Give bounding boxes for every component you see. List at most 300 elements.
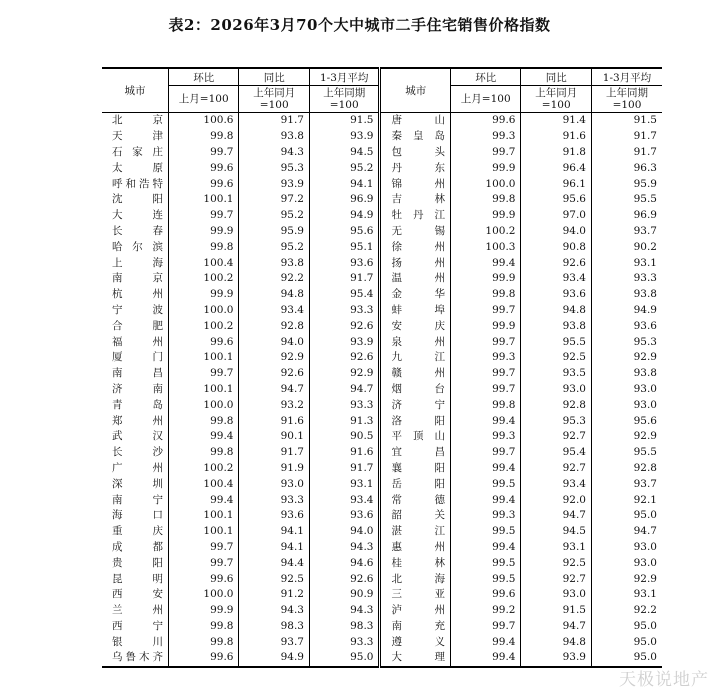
cell-yoy-right: 92.7 — [521, 461, 592, 477]
cell-mom-right: 99.5 — [450, 571, 521, 587]
cell-mom-right: 99.4 — [450, 461, 521, 477]
cell-city-left: 南宁 — [112, 493, 163, 506]
cell-yoy-left: 92.6 — [239, 366, 310, 382]
cell-mom-left: 99.9 — [168, 287, 239, 303]
header-base-avg-line1: 上年同期 — [605, 87, 648, 99]
cell-mom-left: 99.6 — [168, 160, 239, 176]
cell-yoy-right: 95.3 — [521, 413, 592, 429]
cell-yoy-right: 93.1 — [521, 540, 592, 556]
cell-avg-left: 94.3 — [309, 540, 380, 556]
cell-city-right: 岳阳 — [380, 476, 451, 492]
cell-city-left: 西宁 — [112, 619, 163, 632]
cell-avg-left: 93.9 — [309, 129, 380, 145]
cell-avg-left: 93.4 — [309, 492, 380, 508]
cell-city-left: 乌鲁木齐 — [102, 650, 168, 667]
cell-city-left: 西安 — [112, 588, 163, 601]
cell-city-left: 郑州 — [112, 414, 163, 427]
cell-avg-right: 93.1 — [591, 255, 662, 271]
cell-avg-left: 93.9 — [309, 334, 380, 350]
cell-city-right: 秦皇岛 — [380, 129, 451, 145]
cell-avg-right: 90.2 — [591, 239, 662, 255]
cell-city-right: 桂林 — [380, 555, 451, 571]
table-row — [102, 334, 662, 350]
cell-yoy-right: 92.7 — [521, 571, 592, 587]
cell-city-right: 洛阳 — [380, 413, 451, 429]
table-row — [102, 129, 662, 145]
cell-avg-left: 93.6 — [309, 255, 380, 271]
cell-avg-left: 91.3 — [309, 413, 380, 429]
cell-mom-left: 100.1 — [168, 524, 239, 540]
cell-yoy-left: 93.8 — [239, 255, 310, 271]
cell-mom-right: 100.0 — [450, 176, 521, 192]
cell-yoy-left: 91.2 — [239, 587, 310, 603]
cell-city-right: 牡丹江 — [380, 208, 451, 224]
cell-avg-right: 92.9 — [591, 350, 662, 366]
cell-avg-left: 94.5 — [309, 145, 380, 161]
cell-yoy-left: 94.8 — [239, 287, 310, 303]
cell-mom-left: 99.9 — [168, 603, 239, 619]
cell-mom-right: 99.4 — [450, 540, 521, 556]
cell-city-left: 天津 — [112, 130, 163, 143]
cell-avg-left: 94.1 — [309, 176, 380, 192]
cell-city-right: 包头 — [380, 145, 451, 161]
table-row — [102, 224, 662, 240]
table-row — [102, 524, 662, 540]
cell-mom-left: 99.6 — [168, 571, 239, 587]
cell-city-right: 温州 — [380, 271, 451, 287]
cell-avg-right: 95.0 — [591, 619, 662, 635]
cell-avg-right: 93.8 — [591, 366, 662, 382]
cell-city-right: 三亚 — [380, 587, 451, 603]
cell-mom-right: 99.4 — [450, 634, 521, 650]
cell-city-left: 太原 — [112, 161, 163, 174]
cell-city-right: 扬州 — [380, 255, 451, 271]
cell-yoy-left: 94.4 — [239, 555, 310, 571]
cell-avg-left: 90.9 — [309, 587, 380, 603]
cell-avg-right: 92.2 — [591, 603, 662, 619]
cell-avg-left: 94.7 — [309, 382, 380, 398]
cell-yoy-right: 92.5 — [521, 555, 592, 571]
price-index-table — [102, 67, 662, 668]
header-mom-left: 环比 — [168, 68, 239, 86]
cell-city-right: 吉林 — [380, 192, 451, 208]
cell-avg-left: 93.3 — [309, 303, 380, 319]
cell-mom-left: 100.2 — [168, 271, 239, 287]
cell-city-left: 重庆 — [112, 525, 163, 538]
cell-mom-right: 99.3 — [450, 129, 521, 145]
table-row — [102, 429, 662, 445]
cell-yoy-left: 94.3 — [239, 603, 310, 619]
cell-mom-right: 99.7 — [450, 445, 521, 461]
cell-mom-right: 99.7 — [450, 303, 521, 319]
cell-mom-left: 99.8 — [168, 445, 239, 461]
cell-yoy-left: 95.2 — [239, 208, 310, 224]
cell-city-left: 厦门 — [112, 351, 163, 364]
cell-city-right: 宜昌 — [380, 445, 451, 461]
table-row — [102, 318, 662, 334]
cell-city-right: 湛江 — [380, 524, 451, 540]
cell-mom-right: 99.5 — [450, 524, 521, 540]
table-row — [102, 350, 662, 366]
table-row — [102, 508, 662, 524]
table-row — [102, 176, 662, 192]
header-base-avg-line2: =100 — [329, 99, 359, 111]
cell-avg-right: 94.9 — [591, 303, 662, 319]
cell-mom-left: 100.1 — [168, 192, 239, 208]
cell-yoy-left: 97.2 — [239, 192, 310, 208]
table-row — [102, 445, 662, 461]
cell-avg-left: 90.5 — [309, 429, 380, 445]
cell-avg-right: 93.7 — [591, 224, 662, 240]
header-base-avg-line1: 上年同期 — [323, 87, 366, 99]
cell-avg-right: 91.7 — [591, 129, 662, 145]
cell-yoy-left: 91.9 — [239, 461, 310, 477]
cell-mom-right: 99.3 — [450, 429, 521, 445]
cell-mom-left: 99.7 — [168, 540, 239, 556]
cell-yoy-left: 93.3 — [239, 492, 310, 508]
cell-mom-left: 100.1 — [168, 350, 239, 366]
cell-mom-left: 100.0 — [168, 587, 239, 603]
cell-city-right: 金华 — [380, 287, 451, 303]
cell-yoy-left: 92.9 — [239, 350, 310, 366]
cell-yoy-right: 90.8 — [521, 239, 592, 255]
cell-mom-right: 100.3 — [450, 239, 521, 255]
cell-yoy-left: 91.7 — [239, 113, 310, 129]
cell-mom-right: 99.2 — [450, 603, 521, 619]
cell-city-left: 银川 — [112, 635, 163, 648]
cell-city-right: 徐州 — [380, 239, 451, 255]
cell-avg-right: 96.9 — [591, 208, 662, 224]
cell-mom-right: 99.5 — [450, 476, 521, 492]
cell-yoy-right: 92.7 — [521, 429, 592, 445]
cell-city-left: 济南 — [112, 382, 163, 395]
cell-city-right: 无锡 — [380, 224, 451, 240]
cell-yoy-right: 93.9 — [521, 650, 592, 667]
cell-yoy-left: 93.4 — [239, 303, 310, 319]
cell-city-right: 烟台 — [380, 382, 451, 398]
cell-avg-right: 93.0 — [591, 555, 662, 571]
cell-city-left: 北京 — [112, 114, 163, 127]
cell-mom-right: 99.9 — [450, 208, 521, 224]
cell-yoy-right: 91.4 — [521, 113, 592, 129]
cell-yoy-right: 93.4 — [521, 271, 592, 287]
cell-city-right: 唐山 — [380, 113, 451, 129]
table-row — [102, 160, 662, 176]
cell-yoy-left: 92.2 — [239, 271, 310, 287]
cell-avg-left: 95.2 — [309, 160, 380, 176]
cell-mom-left: 99.4 — [168, 492, 239, 508]
cell-city-right: 安庆 — [380, 318, 451, 334]
cell-mom-left: 100.6 — [168, 113, 239, 129]
cell-avg-left: 94.0 — [309, 524, 380, 540]
cell-city-right: 大理 — [380, 650, 451, 667]
cell-yoy-right: 92.6 — [521, 255, 592, 271]
cell-mom-left: 99.7 — [168, 208, 239, 224]
cell-mom-right: 99.8 — [450, 287, 521, 303]
cell-city-right: 济宁 — [380, 397, 451, 413]
table-row — [102, 192, 662, 208]
cell-yoy-left: 94.3 — [239, 145, 310, 161]
cell-yoy-right: 96.4 — [521, 160, 592, 176]
cell-mom-left: 99.7 — [168, 555, 239, 571]
cell-mom-right: 99.3 — [450, 508, 521, 524]
cell-avg-left: 93.3 — [309, 634, 380, 650]
cell-avg-right: 95.3 — [591, 334, 662, 350]
cell-yoy-left: 94.0 — [239, 334, 310, 350]
cell-avg-left: 98.3 — [309, 619, 380, 635]
cell-mom-right: 99.3 — [450, 350, 521, 366]
cell-yoy-right: 96.1 — [521, 176, 592, 192]
cell-mom-left: 100.4 — [168, 476, 239, 492]
header-yoy-left: 同比 — [239, 68, 310, 86]
cell-mom-right: 99.4 — [450, 255, 521, 271]
cell-yoy-right: 94.5 — [521, 524, 592, 540]
cell-mom-left: 99.8 — [168, 413, 239, 429]
cell-avg-right: 93.0 — [591, 540, 662, 556]
cell-yoy-right: 93.5 — [521, 366, 592, 382]
cell-yoy-left: 90.1 — [239, 429, 310, 445]
table-row — [102, 650, 662, 667]
cell-mom-left: 99.8 — [168, 239, 239, 255]
cell-mom-right: 99.9 — [450, 160, 521, 176]
cell-avg-right: 92.1 — [591, 492, 662, 508]
cell-mom-left: 99.7 — [168, 366, 239, 382]
cell-city-right: 蚌埠 — [380, 303, 451, 319]
cell-yoy-left: 94.7 — [239, 382, 310, 398]
table-row — [102, 619, 662, 635]
cell-yoy-right: 93.0 — [521, 382, 592, 398]
header-base-avg-left — [309, 86, 380, 113]
cell-city-left: 南京 — [112, 272, 163, 285]
cell-avg-left: 92.6 — [309, 571, 380, 587]
cell-yoy-right: 91.5 — [521, 603, 592, 619]
header-avg-left: 1-3月平均 — [309, 68, 380, 86]
cell-mom-right: 99.7 — [450, 334, 521, 350]
cell-mom-right: 99.4 — [450, 492, 521, 508]
cell-city-left: 青岛 — [112, 398, 163, 411]
table-row — [102, 634, 662, 650]
cell-avg-right: 96.3 — [591, 160, 662, 176]
cell-avg-right: 92.9 — [591, 571, 662, 587]
cell-mom-right: 99.4 — [450, 650, 521, 667]
cell-avg-right: 95.0 — [591, 634, 662, 650]
table-row — [102, 113, 662, 129]
cell-city-left: 合肥 — [112, 319, 163, 332]
header-avg-right: 1-3月平均 — [591, 68, 662, 86]
cell-avg-right: 93.8 — [591, 287, 662, 303]
cell-city-right: 北海 — [380, 571, 451, 587]
cell-city-right: 泸州 — [380, 603, 451, 619]
cell-avg-left: 91.7 — [309, 271, 380, 287]
header-base-yoy-line2: =100 — [541, 99, 571, 111]
cell-mom-left: 99.6 — [168, 650, 239, 667]
cell-mom-right: 99.7 — [450, 366, 521, 382]
cell-city-right: 泉州 — [380, 334, 451, 350]
header-base-yoy-line1: 上年同月 — [253, 87, 296, 99]
header-base-yoy-line2: =100 — [259, 99, 289, 111]
cell-mom-left: 99.8 — [168, 619, 239, 635]
table-row — [102, 571, 662, 587]
cell-avg-right: 91.7 — [591, 145, 662, 161]
cell-mom-left: 100.0 — [168, 397, 239, 413]
cell-yoy-right: 94.0 — [521, 224, 592, 240]
cell-yoy-right: 93.6 — [521, 287, 592, 303]
cell-yoy-right: 95.5 — [521, 334, 592, 350]
cell-yoy-right: 97.0 — [521, 208, 592, 224]
cell-yoy-right: 91.6 — [521, 129, 592, 145]
table-row — [102, 145, 662, 161]
cell-yoy-left: 93.8 — [239, 129, 310, 145]
cell-mom-right: 99.9 — [450, 271, 521, 287]
cell-yoy-left: 93.9 — [239, 176, 310, 192]
cell-avg-right: 94.7 — [591, 524, 662, 540]
cell-city-left: 昆明 — [112, 572, 163, 585]
cell-mom-left: 100.0 — [168, 303, 239, 319]
cell-yoy-right: 94.8 — [521, 303, 592, 319]
cell-yoy-right: 93.0 — [521, 587, 592, 603]
cell-city-left: 长沙 — [112, 446, 163, 459]
cell-city-left: 大连 — [112, 209, 163, 222]
cell-city-left: 南昌 — [112, 367, 163, 380]
cell-city-left: 石家庄 — [112, 145, 163, 158]
table-row — [102, 555, 662, 571]
cell-yoy-left: 95.9 — [239, 224, 310, 240]
cell-mom-right: 99.7 — [450, 382, 521, 398]
table-row — [102, 287, 662, 303]
cell-city-left: 哈尔滨 — [112, 240, 163, 253]
cell-yoy-right: 95.6 — [521, 192, 592, 208]
cell-avg-left: 95.1 — [309, 239, 380, 255]
cell-mom-right: 99.7 — [450, 619, 521, 635]
cell-yoy-right: 93.4 — [521, 476, 592, 492]
cell-mom-left: 100.1 — [168, 382, 239, 398]
cell-avg-left: 92.9 — [309, 366, 380, 382]
cell-yoy-left: 92.8 — [239, 318, 310, 334]
header-base-mom-left: 上月=100 — [168, 86, 239, 113]
cell-city-left: 呼和浩特 — [112, 177, 163, 190]
cell-avg-right: 95.5 — [591, 445, 662, 461]
cell-city-left: 杭州 — [112, 288, 163, 301]
cell-avg-right: 93.7 — [591, 476, 662, 492]
cell-city-right: 惠州 — [380, 540, 451, 556]
cell-yoy-right: 93.8 — [521, 318, 592, 334]
cell-mom-right: 99.9 — [450, 318, 521, 334]
cell-city-left: 长春 — [112, 224, 163, 237]
cell-city-left: 广州 — [112, 461, 163, 474]
table-row — [102, 476, 662, 492]
cell-avg-right: 93.1 — [591, 587, 662, 603]
cell-avg-right: 92.9 — [591, 429, 662, 445]
table-row — [102, 587, 662, 603]
header-city-right: 城市 — [380, 68, 451, 113]
cell-yoy-left: 91.6 — [239, 413, 310, 429]
cell-yoy-left: 94.1 — [239, 540, 310, 556]
table-row — [102, 303, 662, 319]
cell-avg-left: 94.9 — [309, 208, 380, 224]
cell-avg-left: 91.5 — [309, 113, 380, 129]
cell-avg-left: 92.6 — [309, 318, 380, 334]
header-base-yoy-line1: 上年同月 — [535, 87, 578, 99]
watermark: 天极说地产 — [619, 670, 709, 690]
cell-mom-right: 99.8 — [450, 397, 521, 413]
cell-mom-right: 99.8 — [450, 192, 521, 208]
cell-city-left: 沈阳 — [112, 193, 163, 206]
cell-city-right: 襄阳 — [380, 461, 451, 477]
cell-yoy-left: 91.7 — [239, 445, 310, 461]
header-base-yoy-left — [239, 86, 310, 113]
header-base-avg-right — [591, 86, 662, 113]
header-base-yoy-right — [521, 86, 592, 113]
header-mom-right: 环比 — [450, 68, 521, 86]
table-row — [102, 540, 662, 556]
cell-city-left: 海口 — [112, 509, 163, 522]
cell-yoy-right: 92.5 — [521, 350, 592, 366]
cell-yoy-right: 91.8 — [521, 145, 592, 161]
cell-mom-right: 99.6 — [450, 587, 521, 603]
cell-mom-left: 100.4 — [168, 255, 239, 271]
cell-avg-left: 93.1 — [309, 476, 380, 492]
cell-mom-left: 99.6 — [168, 334, 239, 350]
cell-avg-right: 93.0 — [591, 397, 662, 413]
cell-city-right: 赣州 — [380, 366, 451, 382]
table-body — [102, 113, 662, 667]
cell-city-left: 兰州 — [112, 604, 163, 617]
cell-city-left: 成都 — [112, 540, 163, 553]
cell-avg-right: 93.0 — [591, 382, 662, 398]
cell-mom-left: 99.9 — [168, 224, 239, 240]
cell-mom-right: 99.5 — [450, 555, 521, 571]
cell-mom-left: 99.8 — [168, 634, 239, 650]
cell-city-right: 韶关 — [380, 508, 451, 524]
cell-city-right: 九江 — [380, 350, 451, 366]
cell-city-left: 宁波 — [112, 303, 163, 316]
table-row — [102, 271, 662, 287]
cell-mom-right: 100.2 — [450, 224, 521, 240]
header-yoy-right: 同比 — [521, 68, 592, 86]
cell-avg-right: 95.5 — [591, 192, 662, 208]
cell-avg-right: 95.0 — [591, 650, 662, 667]
cell-yoy-left: 95.2 — [239, 239, 310, 255]
cell-yoy-left: 95.3 — [239, 160, 310, 176]
cell-city-right: 丹东 — [380, 160, 451, 176]
cell-city-right: 常德 — [380, 492, 451, 508]
cell-mom-right: 99.7 — [450, 145, 521, 161]
table-row — [102, 366, 662, 382]
cell-mom-left: 100.2 — [168, 318, 239, 334]
header-base-mom-right: 上月=100 — [450, 86, 521, 113]
cell-mom-left: 99.4 — [168, 429, 239, 445]
cell-avg-left: 95.0 — [309, 650, 380, 667]
table-row — [102, 208, 662, 224]
cell-yoy-left: 98.3 — [239, 619, 310, 635]
table-row — [102, 413, 662, 429]
cell-avg-left: 96.9 — [309, 192, 380, 208]
cell-yoy-left: 93.6 — [239, 508, 310, 524]
cell-mom-left: 99.6 — [168, 176, 239, 192]
cell-yoy-left: 94.9 — [239, 650, 310, 667]
cell-avg-left: 91.6 — [309, 445, 380, 461]
header-base-avg-line2: =100 — [612, 99, 642, 111]
cell-avg-right: 91.5 — [591, 113, 662, 129]
cell-avg-right: 93.3 — [591, 271, 662, 287]
cell-yoy-left: 92.5 — [239, 571, 310, 587]
cell-avg-right: 93.6 — [591, 318, 662, 334]
cell-yoy-right: 94.7 — [521, 619, 592, 635]
cell-city-left: 武汉 — [112, 430, 163, 443]
cell-city-left: 贵阳 — [112, 556, 163, 569]
cell-yoy-left: 93.2 — [239, 397, 310, 413]
cell-city-left: 福州 — [112, 335, 163, 348]
